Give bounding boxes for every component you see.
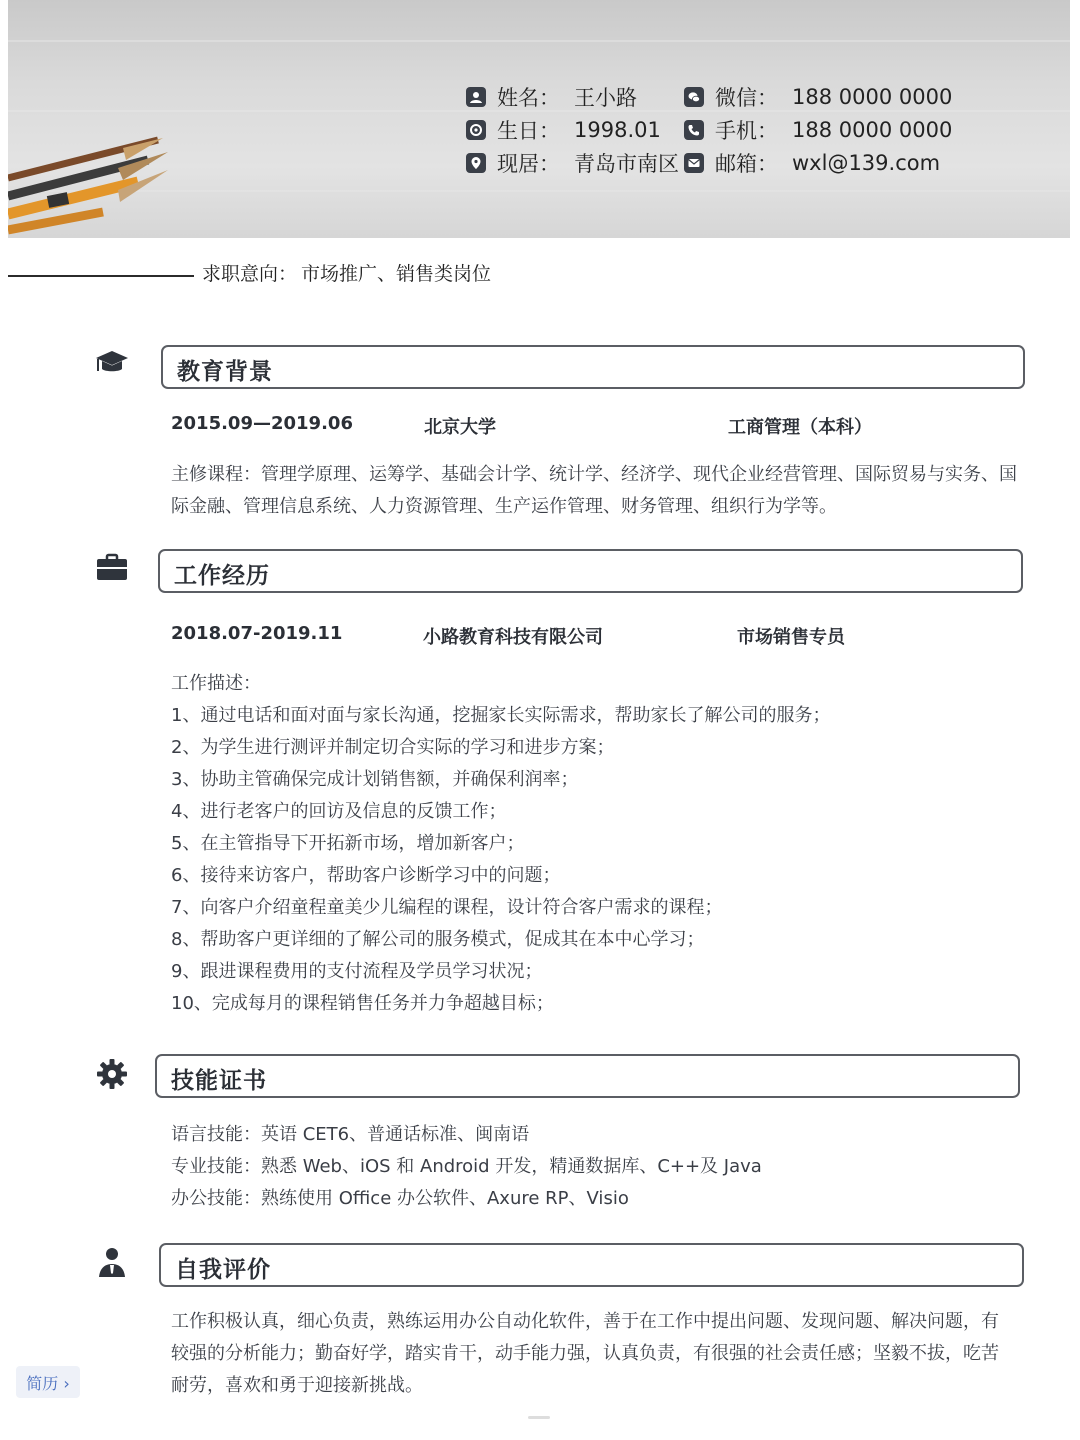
- work-item: 1、通过电话和面对面与家长沟通，挖掘家长实际需求，帮助家长了解公司的服务；: [171, 705, 831, 726]
- skill-item: 专业技能：熟悉 Web、iOS 和 Android 开发，精通数据库、C++及 Java: [171, 1156, 762, 1177]
- work-item: 5、在主管指导下开拓新市场，增加新客户；: [171, 833, 525, 854]
- info-name: [466, 80, 679, 113]
- section-title: 技能证书: [171, 1068, 267, 1094]
- section-work-header: [158, 549, 1023, 593]
- work-position: 市场销售专员: [737, 627, 845, 648]
- work-item: 10、完成每月的课程销售任务并力争超越目标；: [171, 993, 554, 1014]
- briefcase-icon: [94, 550, 130, 586]
- info-location: [466, 146, 679, 179]
- resume-tag-button[interactable]: [16, 1366, 80, 1398]
- section-self-eval-header: [159, 1243, 1024, 1287]
- work-item: 7、向客户介绍童程童美少儿编程的课程，设计符合客户需求的课程；: [171, 897, 723, 918]
- intent-label: 求职意向：: [202, 263, 298, 285]
- info-value: 188 0000 0000: [792, 117, 953, 142]
- bottom-handle[interactable]: [528, 1416, 550, 1419]
- skills-list: [171, 1119, 762, 1215]
- gear-icon: [94, 1056, 130, 1092]
- info-wechat: [684, 80, 952, 113]
- resume-page: [8, 0, 1072, 1410]
- work-description: [171, 668, 830, 1020]
- self-eval-text: 工作积极认真，细心负责，熟练运用办公自动化软件，善于在工作中提出问题、发现问题、解决问题，有较强的分析能力；勤奋好学，踏实肯干，动手能力强，认真负责，有很强的社会责任感；坚毅不拔，吃苦耐劳，喜欢和勇于迎接新挑战。: [171, 1311, 999, 1396]
- section-title: 教育背景: [177, 359, 273, 385]
- work-item: 3、协助主管确保完成计划销售额，并确保利润率；: [171, 769, 579, 790]
- info-value: 王小路: [574, 85, 637, 110]
- info-label: 姓名：: [497, 85, 560, 110]
- work-company: 小路教育科技有限公司: [423, 627, 603, 648]
- person-icon: [94, 1244, 130, 1280]
- info-value: 青岛市南区: [574, 151, 679, 176]
- work-desc-label: 工作描述：: [171, 673, 261, 694]
- info-birthday: [466, 113, 679, 146]
- education-courses: 主修课程：管理学原理、运筹学、基础会计学、统计学、经济学、现代企业经营管理、国际贸易与实务、国际金融、管理信息系统、人力资源管理、生产运作管理、财务管理、组织行为学等。: [171, 464, 1017, 517]
- work-period: 2018.07-2019.11: [171, 623, 343, 644]
- education-period: 2015.09—2019.06: [171, 413, 353, 434]
- work-item: 4、进行老客户的回访及信息的反馈工作；: [171, 801, 507, 822]
- resume-tag-label: 简历 ›: [26, 1373, 70, 1393]
- phone-icon: [684, 120, 704, 140]
- brushes-image: [8, 130, 178, 238]
- calendar-icon: [466, 120, 486, 140]
- info-label: 微信：: [715, 85, 778, 110]
- section-title: 自我评价: [175, 1257, 271, 1283]
- wechat-icon: [684, 87, 704, 107]
- info-label: 现居：: [497, 151, 560, 176]
- info-label: 邮箱：: [715, 151, 778, 176]
- header-banner: [8, 0, 1070, 238]
- mail-icon: [684, 153, 704, 173]
- user-icon: [466, 87, 486, 107]
- intent-value: 市场推广、销售类岗位: [301, 263, 492, 285]
- personal-info-left: [466, 80, 679, 179]
- graduation-cap-icon: [94, 346, 130, 382]
- info-phone: [684, 113, 952, 146]
- info-value: 188 0000 0000: [792, 84, 953, 109]
- skill-item: 办公技能：熟练使用 Office 办公软件、Axure RP、Visio: [171, 1188, 629, 1209]
- section-skills-header: [155, 1054, 1020, 1098]
- skill-item: 语言技能：英语 CET6、普通话标准、闽南语: [171, 1124, 530, 1145]
- work-item: 6、接待来访客户，帮助客户诊断学习中的问题；: [171, 865, 561, 886]
- info-label: 手机：: [715, 118, 778, 143]
- info-value: 1998.01: [574, 117, 661, 142]
- info-email: [684, 146, 952, 179]
- education-major: 工商管理（本科）: [728, 417, 872, 438]
- education-school: 北京大学: [424, 417, 496, 438]
- info-label: 生日：: [497, 118, 560, 143]
- personal-info-right: [684, 80, 952, 179]
- work-item: 2、为学生进行测评并制定切合实际的学习和进步方案；: [171, 737, 615, 758]
- intent-divider: [8, 275, 194, 277]
- job-intent: [202, 259, 491, 286]
- work-item: 9、跟进课程费用的支付流程及学员学习状况；: [171, 961, 543, 982]
- section-education-header: [161, 345, 1025, 389]
- bottom-bar: [0, 1410, 1080, 1440]
- info-value: wxl@139.com: [792, 150, 941, 175]
- location-icon: [466, 153, 486, 173]
- work-item: 8、帮助客户更详细的了解公司的服务模式，促成其在本中心学习；: [171, 929, 705, 950]
- section-title: 工作经历: [174, 563, 270, 589]
